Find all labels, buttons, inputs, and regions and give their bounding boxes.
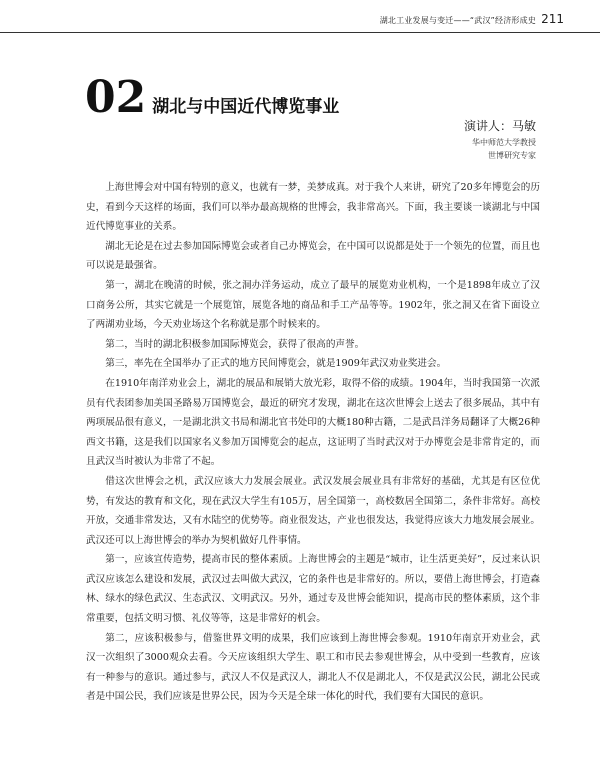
- author-name: 演讲人：马敏: [463, 119, 536, 133]
- paragraph: 第一，应该宣传造势，提高市民的整体素质。上海世博会的主题是“城市，让生活更美好”，反过来认识武汉应该怎么建设和发展，武汉过去叫做大武汉，它的条件也是非常好的。所以，要借上海世博会，打造森林、绿水的绿色武汉、生态武汉、文明武汉。另外，通过专及世博会能知识，提高市民的整体素质，这个非常重要，包括文明习惯、礼仪等等，这是非常好的机会。: [86, 554, 540, 625]
- body-text: [86, 178, 540, 707]
- paragraph: 第三，率先在全国举办了正式的地方民间博览会，就是1909年武汉劝业奖进会。: [105, 358, 447, 370]
- chapter-title: 湖北与中国近代博览事业: [152, 97, 340, 117]
- author-block: [464, 116, 536, 162]
- author-role-2: 世博研究专家: [488, 151, 536, 160]
- paragraph: 借这次世博会之机，武汉应该大力发展会展业。武汉发展会展业具有非常好的基础，尤其是有区位优势，有发达的教育和文化，现在武汉大学生有105万，居全国第一，高校数居全国第二，条件非常好。高校开放，交通非常发达，又有水陆空的优势等。商业很发达，产业也很发达，我觉得应该大力地发展会展业。武汉还可以上海世博会的举办为契机做好几件事情。: [86, 475, 540, 546]
- running-header: [0, 10, 600, 33]
- author-role-1: 华中师范大学教授: [472, 138, 536, 147]
- paragraph: 第一，湖北在晚清的时候，张之洞办洋务运动，成立了最早的展览劝业机构，一个是1898年成立了汉口商务公所，其实它就是一个展览馆，展览各地的商品和手工产品等等。1902年，张之洞又在省下面设立了两湖劝业场，今天劝业场这个名称就是那个时候来的。: [86, 279, 540, 331]
- paragraph: 湖北无论是在过去参加国际博览会或者自己办博览会，在中国可以说都是处于一个领先的位置，而且也可以说是最强省。: [86, 240, 540, 272]
- chapter-heading: [85, 72, 340, 123]
- paragraph: 在1910年南洋劝业会上，湖北的展品和展销大放光彩，取得不俗的成绩。1904年，当时我国第一次派员有代表团参加美国圣路易万国博览会，最近的研究才发现，湖北在这次世博会上送去了很多展品，其中有两项展品很有意义，一是湖北洪文书局和湖北官书处印的大概180种古籍，二是武昌洋务局翻译了大概26种西文书籍，这是我们以国家名义参加万国博览会的起点，这证明了当时武汉对于办博览会是非常肯定的，而且武汉当时被认为非常了不起。: [86, 377, 540, 468]
- paragraph: 第二，应该积极参与，借鉴世界文明的成果，我们应该到上海世博会参观。1910年南京开劝业会，武汉一次组织了3000观众去看。今天应该组织大学生、职工和市民去参观世博会，从中受到一些教育，应该有一种参与的意识。通过参与，武汉人不仅是武汉人，湖北人不仅是湖北人，不仅是武汉公民，湖北公民或者是中国公民，我们应该是世界公民，因为今天是全球一体化的时代，我们要有大国民的意识。: [86, 632, 540, 703]
- paragraph: 上海世博会对中国有特别的意义，也就有一梦，美梦成真。对于我个人来讲，研究了20多年博览会的历史，看到今天这样的场面，我们可以举办最高规格的世博会，我非常高兴。下面，我主要谈一谈湖北与中国近代博览事业的关系。: [86, 182, 540, 233]
- running-title: 湖北工业发展与变迁——“武汉”经济形成史: [379, 16, 536, 25]
- page-number: 211: [541, 12, 564, 26]
- chapter-number: 02: [85, 72, 147, 123]
- paragraph: 第二，当时的湖北积极参加国际博览会，获得了很高的声誉。: [105, 338, 365, 350]
